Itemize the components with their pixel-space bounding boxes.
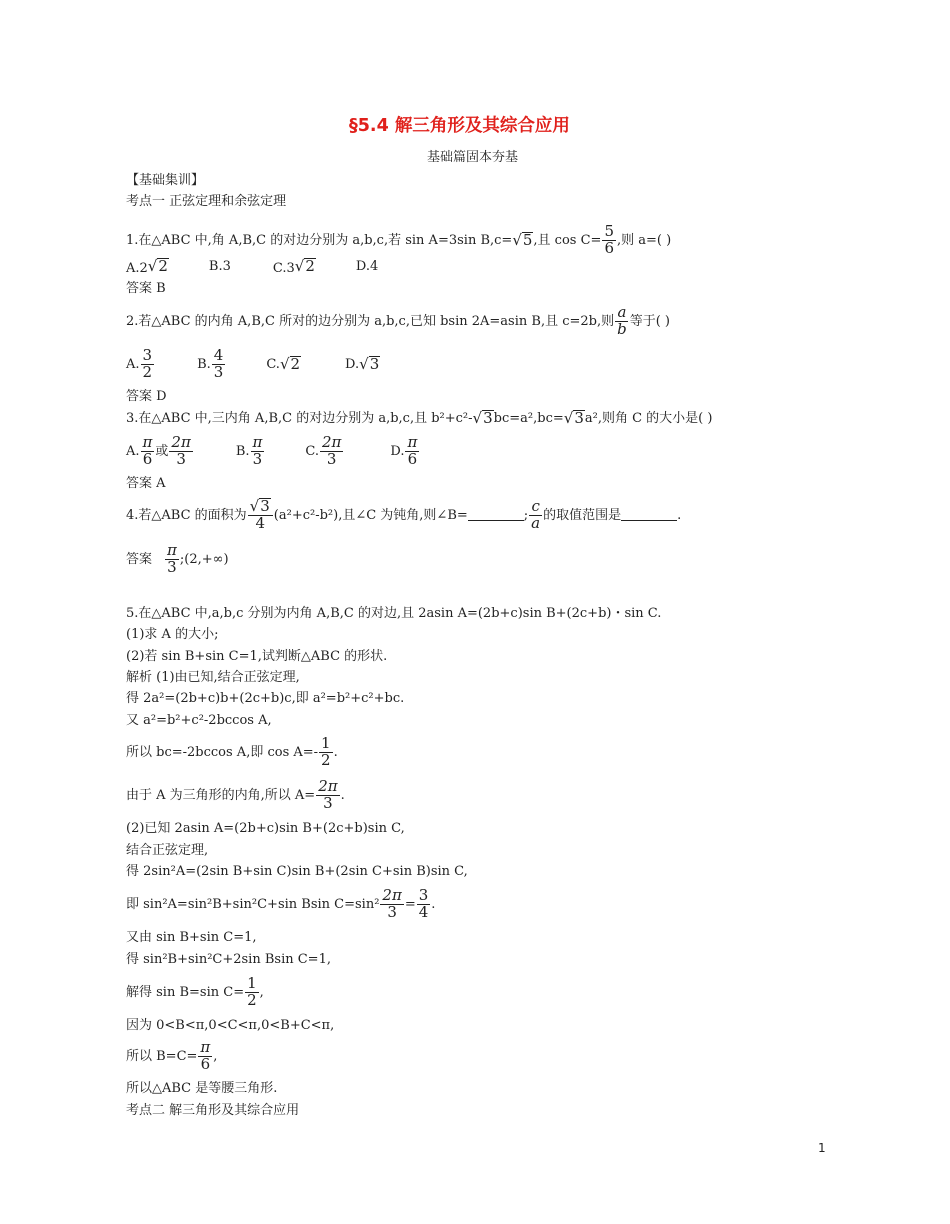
- q3-options: [126, 431, 420, 471]
- topic-heading-2: 考点二 解三角形及其综合应用: [126, 1103, 300, 1118]
- q4-fraction-2: [529, 496, 542, 532]
- q4-answer-label: 答案: [126, 551, 153, 567]
- q1-stem-b: ,且 cos C=: [533, 232, 602, 248]
- q5-s4-end: .: [333, 744, 338, 760]
- q3-option-b-label: B.: [235, 443, 250, 459]
- q4-stem-e: .: [677, 507, 682, 523]
- q3-option-a-frac-1: [141, 432, 155, 468]
- q5-solution-line-14: [126, 1038, 217, 1074]
- q3-stem-c: a²,则角 C 的大小是( ): [584, 410, 713, 426]
- q4-answer-frac: [165, 540, 179, 576]
- q2-option-d: √ 3: [359, 354, 380, 374]
- q3-stem: [126, 408, 712, 428]
- q5-s4-text: 所以 bc=-2bccos A,即 cos A=-: [126, 744, 319, 760]
- q5-s5-frac: [316, 776, 339, 812]
- q5-solution-line-6: (2)已知 2asin A=(2b+c)sin B+(2c+b)sin C,: [126, 821, 405, 836]
- page-subtitle: 基础篇固本夯基: [427, 150, 519, 165]
- q5-s12-end: ,: [259, 984, 264, 1000]
- q5-s14-text: 所以 B=C=: [126, 1048, 198, 1064]
- q2-answer: 答案 D: [126, 389, 167, 404]
- q3-option-d-label: D.: [390, 443, 405, 459]
- page-number: 1: [818, 1141, 826, 1155]
- q5-s14-num: π: [200, 1037, 211, 1056]
- q5-s9-frac-1: [380, 885, 403, 921]
- q2-option-b-num: 4: [213, 345, 224, 364]
- q4-stem-b: (a²+c²-b²),且∠C 为钝角,则∠B=: [273, 507, 468, 523]
- q2-option-c-sqrt: 2: [290, 354, 301, 373]
- q4-answer-rest: ;(2,+∞): [179, 551, 229, 567]
- q2-option-a-num: 3: [142, 345, 153, 364]
- q4-frac-1-num-sqrt: 3: [260, 497, 270, 516]
- q1-option-b: B.3: [208, 258, 231, 274]
- q2-stem-a: 2.若△ABC 的内角 A,B,C 所对的边分别为 a,b,c,已知 bsin 2A=asin B,且 c=2b,则: [126, 313, 615, 329]
- q2-option-b: [212, 345, 226, 381]
- q5-s5-text: 由于 A 为三角形的内角,所以 A=: [126, 787, 316, 803]
- q4-answer-den: 3: [167, 557, 177, 576]
- q5-s4-den: 2: [321, 750, 331, 769]
- q3-option-a-or: 或: [155, 443, 169, 459]
- q5-s14-end: ,: [213, 1048, 218, 1064]
- q3-option-d: [405, 432, 419, 468]
- q2-stem-b: 等于( ): [629, 313, 670, 329]
- q2-option-c-label: C.: [266, 356, 280, 372]
- q3-sqrt-2-value: 3: [574, 408, 584, 427]
- page-title: §5.4 解三角形及其综合应用: [349, 116, 570, 136]
- q5-s9-eq: =: [404, 896, 416, 912]
- q5-solution-line-1: 解析 (1)由已知,结合正弦定理,: [126, 670, 300, 685]
- q4-stem-c: ;: [523, 507, 529, 523]
- q2-option-c: √ 2: [279, 354, 301, 374]
- q5-s9-den-2: 4: [418, 902, 429, 921]
- q5-part-2: (2)若 sin B+sin C=1,试判断△ABC 的形状.: [126, 649, 388, 664]
- q1-frac-den: 6: [604, 238, 614, 257]
- q2-stem: [126, 303, 670, 339]
- q5-solution-line-10: 又由 sin B+sin C=1,: [126, 930, 257, 945]
- q5-solution-line-15: 所以△ABC 是等腰三角形.: [126, 1081, 278, 1096]
- q1-option-c: C.3 √ 2: [272, 256, 315, 276]
- q3-option-a-frac-2: [169, 432, 192, 468]
- q5-s12-num: 1: [247, 973, 257, 992]
- q5-solution-line-9: [126, 884, 435, 924]
- q4-answer-num: π: [167, 540, 177, 559]
- q5-s4-num: 1: [321, 733, 331, 752]
- q4-stem-d: 的取值范围是: [543, 507, 622, 523]
- q4-answer: [126, 540, 229, 578]
- q5-solution-line-2: 得 2a²=(2b+c)b+(2c+b)c,即 a²=b²+c²+bc.: [126, 691, 405, 706]
- q5-s9-num-2: 3: [418, 885, 429, 904]
- q5-solution-line-7: 结合正弦定理,: [126, 843, 209, 858]
- q1-sqrt: √ 5: [512, 230, 533, 250]
- q5-s9-num-1: 2π: [382, 885, 402, 904]
- q2-option-a-label: A.: [126, 356, 140, 372]
- q5-stem: 5.在△ABC 中,a,b,c 分别为内角 A,B,C 的对边,且 2asin A=(2b+c)sin B+(2c+b)・sin C.: [126, 606, 662, 621]
- q1-option-a: A.2 √ 2: [126, 256, 168, 276]
- q5-s9-den-1: 3: [387, 902, 397, 921]
- q5-s4-frac: [319, 733, 333, 769]
- q1-options: [126, 256, 378, 276]
- q3-stem-a: 3.在△ABC 中,三内角 A,B,C 的对边分别为 a,b,c,且 b²+c²-: [126, 410, 473, 426]
- q2-option-d-sqrt: 3: [369, 354, 380, 373]
- q4-stem: [126, 494, 681, 536]
- q1-stem-c: ,则 a=( ): [616, 232, 672, 248]
- q3-option-a-den-1: 6: [142, 449, 153, 468]
- q2-frac-num: a: [617, 302, 627, 321]
- q3-option-b-num: π: [252, 432, 263, 451]
- q2-options: [126, 344, 380, 384]
- q5-s12-text: 解得 sin B=sin C=: [126, 984, 245, 1000]
- q1-option-c-sqrt: 2: [305, 256, 315, 275]
- q2-option-b-den: 3: [213, 362, 224, 381]
- section-label: 【基础集训】: [126, 173, 205, 188]
- q3-option-b-den: 3: [252, 449, 263, 468]
- q5-s5-den: 3: [323, 793, 333, 812]
- q3-option-d-den: 6: [407, 449, 418, 468]
- q4-frac-2-den: a: [531, 513, 541, 532]
- q5-solution-line-13: 因为 0<B<π,0<C<π,0<B+C<π,: [126, 1018, 335, 1033]
- q3-sqrt-2: √ 3: [563, 408, 584, 428]
- q4-frac-2-num: c: [531, 496, 540, 515]
- q5-s9-frac-2: [417, 885, 431, 921]
- q4-fraction-1: [248, 498, 273, 532]
- q3-option-a-num-2: 2π: [171, 432, 191, 451]
- q3-sqrt-1: √ 3: [472, 408, 493, 428]
- q2-option-b-label: B.: [197, 356, 211, 372]
- q3-option-a-label: A.: [126, 443, 140, 459]
- q1-answer: 答案 B: [126, 281, 166, 296]
- q4-stem-a: 4.若△ABC 的面积为: [126, 507, 247, 523]
- q1-stem: [126, 221, 672, 257]
- q2-fraction: [615, 302, 629, 338]
- topic-heading-1: 考点一 正弦定理和余弦定理: [126, 194, 287, 209]
- q5-solution-line-5: [126, 776, 345, 814]
- q3-option-b: [251, 432, 265, 468]
- q1-option-c-label: C.3: [272, 260, 295, 276]
- q5-s14-den: 6: [200, 1054, 211, 1073]
- q3-option-a-den-2: 3: [176, 449, 186, 468]
- q5-solution-line-12: [126, 974, 264, 1010]
- q5-s12-frac: [245, 973, 259, 1009]
- q5-solution-line-11: 得 sin²B+sin²C+2sin Bsin C=1,: [126, 952, 331, 967]
- q1-frac-num: 5: [604, 221, 614, 240]
- q3-option-a-num-1: π: [142, 432, 153, 451]
- q5-s5-num: 2π: [318, 776, 338, 795]
- q5-part-1: (1)求 A 的大小;: [126, 627, 219, 642]
- q1-stem-a: 1.在△ABC 中,角 A,B,C 的对边分别为 a,b,c,若 sin A=3sin B,c=: [126, 232, 513, 248]
- q4-blank-1[interactable]: [468, 509, 524, 521]
- q1-option-a-label: A.2: [126, 260, 148, 276]
- q5-s14-frac: [198, 1037, 212, 1073]
- q3-option-d-num: π: [407, 432, 418, 451]
- q2-option-a: [141, 345, 155, 381]
- q1-option-d: D.4: [355, 258, 379, 274]
- q1-sqrt-value: 5: [522, 230, 533, 249]
- q2-frac-den: b: [617, 319, 627, 338]
- q5-s12-den: 2: [247, 990, 257, 1009]
- q5-solution-line-8: 得 2sin²A=(2sin B+sin C)sin B+(2sin C+sin B)sin C,: [126, 864, 468, 879]
- q5-solution-line-4: [126, 734, 338, 770]
- q4-blank-2[interactable]: [621, 509, 677, 521]
- q2-option-a-den: 2: [142, 362, 153, 381]
- q3-option-c: [320, 432, 343, 468]
- q2-option-d-label: D.: [345, 356, 360, 372]
- q3-option-c-num: 2π: [321, 432, 342, 451]
- q3-option-c-label: C.: [305, 443, 319, 459]
- q3-sqrt-1-value: 3: [483, 408, 493, 427]
- q3-answer: 答案 A: [126, 476, 166, 491]
- q1-option-a-sqrt: 2: [158, 256, 168, 275]
- q5-s9-end: .: [431, 896, 436, 912]
- q5-solution-line-3: 又 a²=b²+c²-2bccos A,: [126, 713, 272, 728]
- q1-fraction: [602, 221, 616, 257]
- q5-s5-end: .: [340, 787, 345, 803]
- q3-option-c-den: 3: [326, 449, 337, 468]
- q3-stem-b: bc=a²,bc=: [493, 410, 564, 426]
- q4-frac-1-num: √ 3: [248, 498, 273, 516]
- q4-frac-1-den: 4: [255, 514, 265, 532]
- q5-s9-text: 即 sin²A=sin²B+sin²C+sin Bsin C=sin²: [126, 896, 380, 912]
